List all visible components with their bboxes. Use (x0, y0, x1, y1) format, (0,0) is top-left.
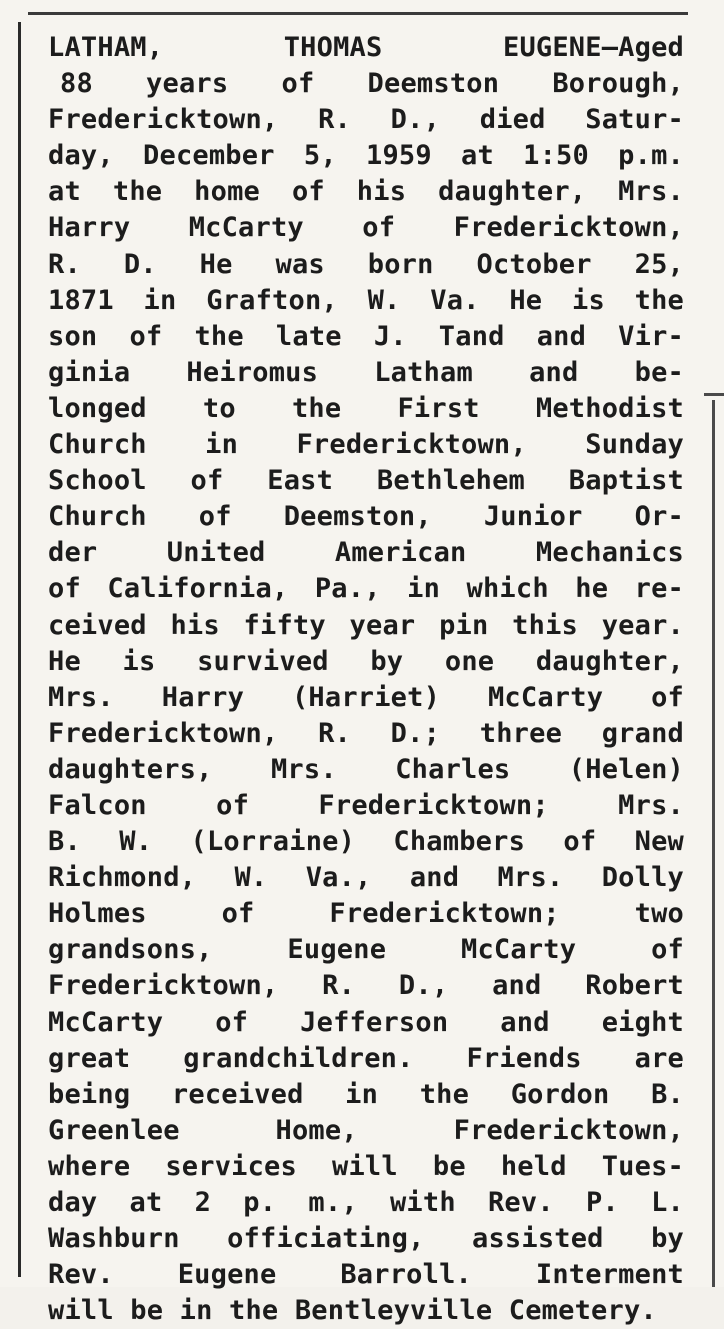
obituary-line: Greenlee Home, Fredericktown, (48, 1114, 684, 1146)
obituary-line: ceived his fifty year pin this year. (48, 609, 684, 641)
obituary-line: daughters, Mrs. Charles (Helen) (48, 753, 684, 785)
obituary-line: 88 years of Deemston Borough, (60, 68, 684, 100)
obituary-line: Fredericktown, R. D., died Satur- (48, 104, 684, 136)
obituary-line: R. D. He was born October 25, (48, 248, 684, 280)
adjacent-column-rule (712, 400, 715, 1287)
obituary-line: LATHAM, THOMAS EUGENE—Aged (48, 32, 684, 63)
left-column-rule (18, 22, 21, 1277)
obituary-line: Mrs. Harry (Harriet) McCarty of (48, 681, 684, 713)
obituary-text (48, 30, 684, 1329)
obituary-line: great grandchildren. Friends are (48, 1042, 684, 1074)
obituary-line: Fredericktown, R. D., and Robert (48, 970, 684, 1002)
obituary-line: where services will be held Tues- (48, 1150, 684, 1182)
obituary-line: Holmes of Fredericktown; two (48, 898, 684, 930)
obituary-line: being received in the Gordon B. (48, 1078, 684, 1110)
obituary-line: Church of Deemston, Junior Or- (48, 501, 684, 533)
obituary-line: McCarty of Jefferson and eight (48, 1006, 684, 1038)
obituary-line: der United American Mechanics (48, 537, 684, 569)
top-rule (28, 12, 688, 15)
obituary-line: Harry McCarty of Fredericktown, (48, 212, 684, 244)
obituary-line: School of East Bethlehem Baptist (48, 465, 684, 497)
obituary-line: son of the late J. Tand and Vir- (48, 320, 684, 352)
obituary-line: at the home of his daughter, Mrs. (48, 176, 684, 208)
obituary-line: day, December 5, 1959 at 1:50 p.m. (48, 140, 684, 172)
obituary-line: 1871 in Grafton, W. Va. He is the (48, 284, 684, 316)
obituary-line: B. W. (Lorraine) Chambers of New (48, 826, 684, 858)
obituary-line: He is survived by one daughter, (48, 645, 684, 677)
obituary-line: day at 2 p. m., with Rev. P. L. (48, 1187, 684, 1218)
obituary-line: Fredericktown, R. D.; three grand (48, 717, 684, 749)
obituary-line: of California, Pa., in which he re- (48, 573, 684, 605)
obituary-line: ginia Heiromus Latham and be- (48, 356, 684, 388)
obituary-line: Church in Fredericktown, Sunday (48, 429, 684, 461)
obituary-line: Rev. Eugene Barroll. Interment (48, 1259, 684, 1291)
obituary-line: grandsons, Eugene McCarty of (48, 934, 684, 966)
obituary-line: Washburn officiating, assisted by (48, 1223, 684, 1255)
obituary-line: longed to the First Methodist (48, 392, 684, 424)
adjacent-column-rule-top (704, 393, 724, 396)
obituary-line: will be in the Bentleyville Cemetery. (48, 1295, 657, 1327)
obituary-line: Falcon of Fredericktown; Mrs. (48, 789, 684, 821)
obituary-line: Richmond, W. Va., and Mrs. Dolly (48, 862, 684, 894)
